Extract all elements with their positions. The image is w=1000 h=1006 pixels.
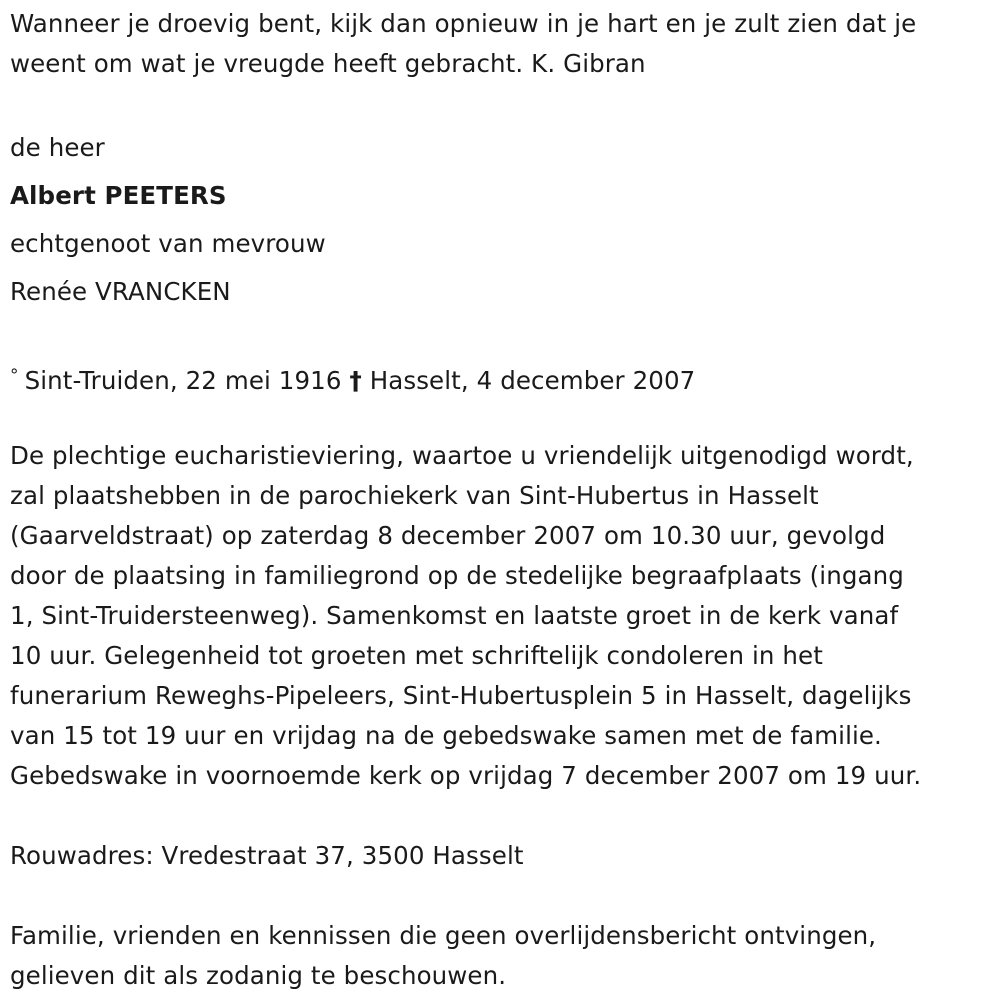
birth-symbol: ° — [10, 366, 19, 386]
address-block — [10, 836, 990, 876]
deceased-block — [10, 124, 990, 316]
ceremony-line: (Gaarveldstraat) op zaterdag 8 december 2007 om 10.30 uur, gevolgd — [10, 521, 886, 550]
deceased-title: de heer — [10, 133, 105, 162]
ceremony-line: De plechtige eucharistieviering, waartoe u vriendelijk uitgenodigd wordt, — [10, 441, 914, 470]
ceremony-line: 10 uur. Gelegenheid tot groeten met schriftelijk condoleren in het — [10, 641, 823, 670]
closing-line: Familie, vrienden en kennissen die geen overlijdensbericht ontvingen, — [10, 921, 877, 950]
mourning-address: Rouwadres: Vredestraat 37, 3500 Hasselt — [10, 841, 524, 870]
spacer — [10, 316, 990, 356]
birth-info: Sint-Truiden, 22 mei 1916 — [24, 366, 342, 395]
closing-paragraph — [10, 916, 990, 996]
dates-line — [10, 356, 990, 396]
dates-block — [10, 356, 990, 396]
ceremony-line: van 15 tot 19 uur en vrijdag na de gebedswake samen met de familie. — [10, 721, 882, 750]
spacer — [10, 84, 990, 124]
death-info: Hasselt, 4 december 2007 — [369, 366, 696, 395]
ceremony-paragraph — [10, 436, 990, 796]
ceremony-line: Gebedswake in voornoemde kerk op vrijdag 7 december 2007 om 19 uur. — [10, 761, 922, 790]
quote-line: Wanneer je droevig bent, kijk dan opnieuw in je hart en je zult zien dat je — [10, 9, 917, 38]
spacer — [10, 396, 990, 436]
ceremony-line: zal plaatshebben in de parochiekerk van Sint-Hubertus in Hasselt — [10, 481, 819, 510]
quote — [10, 4, 990, 84]
spacer — [10, 876, 990, 916]
spacer — [10, 796, 990, 836]
spouse-name: Renée VRANCKEN — [10, 277, 231, 306]
quote-line: weent om wat je vreugde heeft gebracht. K. Gibran — [10, 49, 646, 78]
ceremony-line: door de plaatsing in familiegrond op de stedelijke begraafplaats (ingang — [10, 561, 904, 590]
closing-line: gelieven dit als zodanig te beschouwen. — [10, 961, 507, 990]
cross-icon: † — [349, 366, 362, 395]
deceased-name: Albert PEETERS — [10, 181, 227, 210]
ceremony-line: 1, Sint-Truidersteenweg). Samenkomst en laatste groet in de kerk vanaf — [10, 601, 899, 630]
ceremony-line: funerarium Reweghs-Pipeleers, Sint-Hubertusplein 5 in Hasselt, dagelijks — [10, 681, 912, 710]
deceased-relation: echtgenoot van mevrouw — [10, 229, 326, 258]
